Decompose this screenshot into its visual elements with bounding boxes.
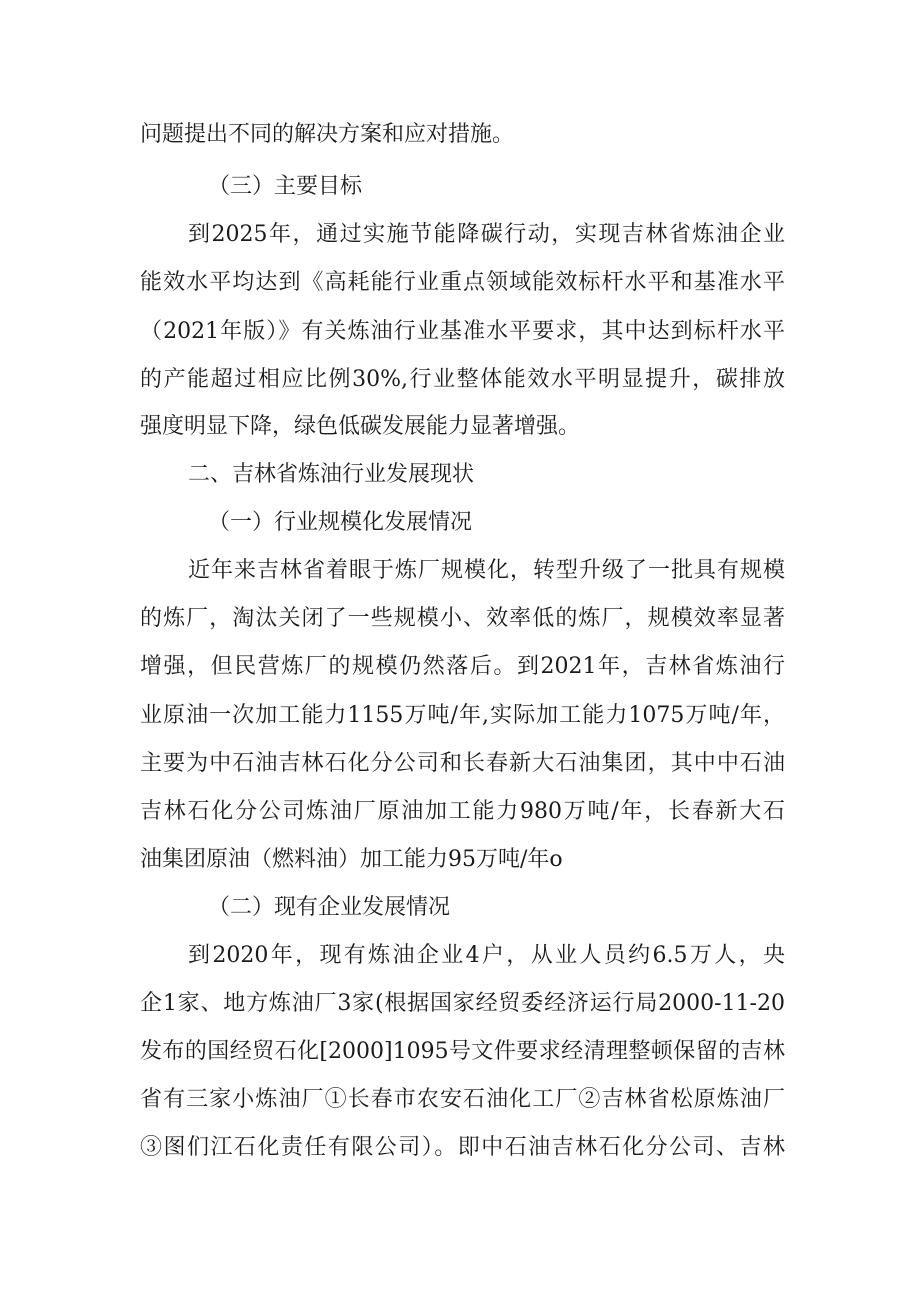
paragraph-line: 油集团原油（燃料油）加工能力95万吨/年o xyxy=(140,847,563,872)
paragraph-line: 问题提出不同的解决方案和应对措施。 xyxy=(140,122,515,147)
section-heading: （一）行业规模化发展情况 xyxy=(208,510,473,535)
paragraph-line: 近年来吉林省着眼于炼厂规模化，转型升级了一批具有规模 xyxy=(188,558,785,583)
section-heading: （三）主要目标 xyxy=(208,174,363,199)
paragraph-line: 业原油一次加工能力1155万吨/年,实际加工能力1075万吨/年， xyxy=(140,703,785,728)
paragraph-line: 吉林石化分公司炼油厂原油加工能力980万吨/年，长春新大石 xyxy=(140,799,785,824)
paragraph-line: 的炼厂，淘汰关闭了一些规模小、效率低的炼厂，规模效率显著 xyxy=(140,606,785,631)
section-heading: （二）现有企业发展情况 xyxy=(208,895,451,920)
paragraph-line: ③图们江石化责任有限公司）。即中石油吉林石化分公司、吉林 xyxy=(140,1135,785,1160)
paragraph-line: 强度明显下降，绿色低碳发展能力显著增强。 xyxy=(140,414,581,439)
paragraph-line: 的产能超过相应比例30%,行业整体能效水平明显提升，碳排放 xyxy=(140,367,785,392)
paragraph-line: 到2020年，现有炼油企业4户，从业人员约6.5万人，央 xyxy=(188,943,785,968)
paragraph-line: 企1家、地方炼油厂3家(根据国家经贸委经济运行局2000-11-20 xyxy=(140,991,785,1016)
paragraph-line: 主要为中石油吉林石化分公司和长春新大石油集团，其中中石油 xyxy=(140,751,785,776)
chapter-heading: 二、吉林省炼油行业发展现状 xyxy=(188,462,475,487)
paragraph-line: 能效水平均达到《高耗能行业重点领域能效标杆水平和基准水平 xyxy=(140,270,785,295)
paragraph-line: （2021年版）》有关炼油行业基准水平要求，其中达到标杆水平 xyxy=(140,319,785,344)
paragraph-line: 到2025年，通过实施节能降碳行动，实现吉林省炼油企业 xyxy=(188,222,785,247)
paragraph-line: 省有三家小炼油厂①长春市农安石油化工厂②吉林省松原炼油厂 xyxy=(140,1087,785,1112)
paragraph-line: 发布的国经贸石化[2000]1095号文件要求经清理整顿保留的吉林 xyxy=(140,1039,785,1064)
paragraph-line: 增强，但民营炼厂的规模仍然落后。到2021年，吉林省炼油行 xyxy=(140,654,785,679)
